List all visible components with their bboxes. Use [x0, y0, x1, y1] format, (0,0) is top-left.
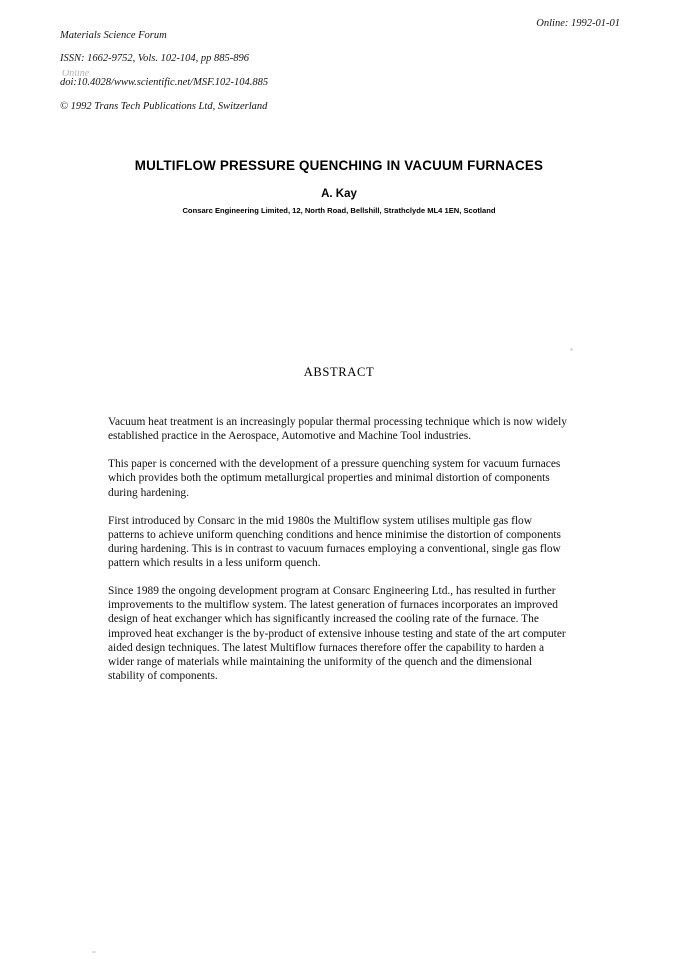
abstract-paragraph: Vacuum heat treatment is an increasingly popular thermal processing technique which is now widely established practice in the Aerospace, Automotive and Machine Tool industries.: [108, 416, 567, 443]
journal-name: Materials Science Forum: [60, 29, 167, 41]
page-title: MULTIFLOW PRESSURE QUENCHING IN VACUUM FURNACES: [134, 158, 544, 173]
author-name: A. Kay: [321, 188, 357, 200]
abstract-paragraph: This paper is concerned with the development of a pressure quenching system for vacuum furnaces which provides both the optimum metallurgical properties and minimal distortion of components during hardening.: [108, 458, 561, 499]
journal-doi: doi:10.4028/www.scientific.net/MSF.102-104.885: [60, 76, 269, 88]
scan-speck: [92, 951, 96, 953]
abstract-paragraph: First introduced by Consarc in the mid 1980s the Multiflow system utilises multiple gas flow patterns to achieve uniform quenching conditions and hence minimise the distortion of components during hardening. This is in contrast to vacuum furnaces employing a conventional, single gas flow pattern which results in a less uniform quench.: [108, 514, 561, 570]
journal-copyright: © 1992 Trans Tech Publications Ltd, Switzerland: [60, 100, 268, 112]
scan-artifact-text: Online: [62, 70, 90, 77]
online-date: Online: 1992-01-01: [536, 18, 620, 29]
abstract-body: [108, 401, 568, 697]
author-affiliation: Consarc Engineering Limited, 12, North Road, Bellshill, Strathclyde ML4 1EN, Scotland: [182, 206, 496, 215]
journal-issn-volume: ISSN: 1662-9752, Vols. 102-104, pp 885-896: [60, 53, 249, 65]
scan-speck: [570, 348, 573, 351]
abstract-paragraph: Since 1989 the ongoing development program at Consarc Engineering Ltd., has resulted in further improvements to the multiflow system. The latest generation of furnaces incorporates an improved design of heat exchanger which has significantly increased the cooling rate of the furnace. The improved heat exchanger is the by-product of extensive inhouse testing and state of the art computer aided design techniques. The latest Multiflow furnaces therefore offer the capability to harden a wider range of materials while maintaining the uniformity of the quench and the dimensional stability of components.: [108, 585, 566, 682]
journal-header: [60, 18, 620, 124]
abstract-heading: ABSTRACT: [303, 365, 375, 379]
